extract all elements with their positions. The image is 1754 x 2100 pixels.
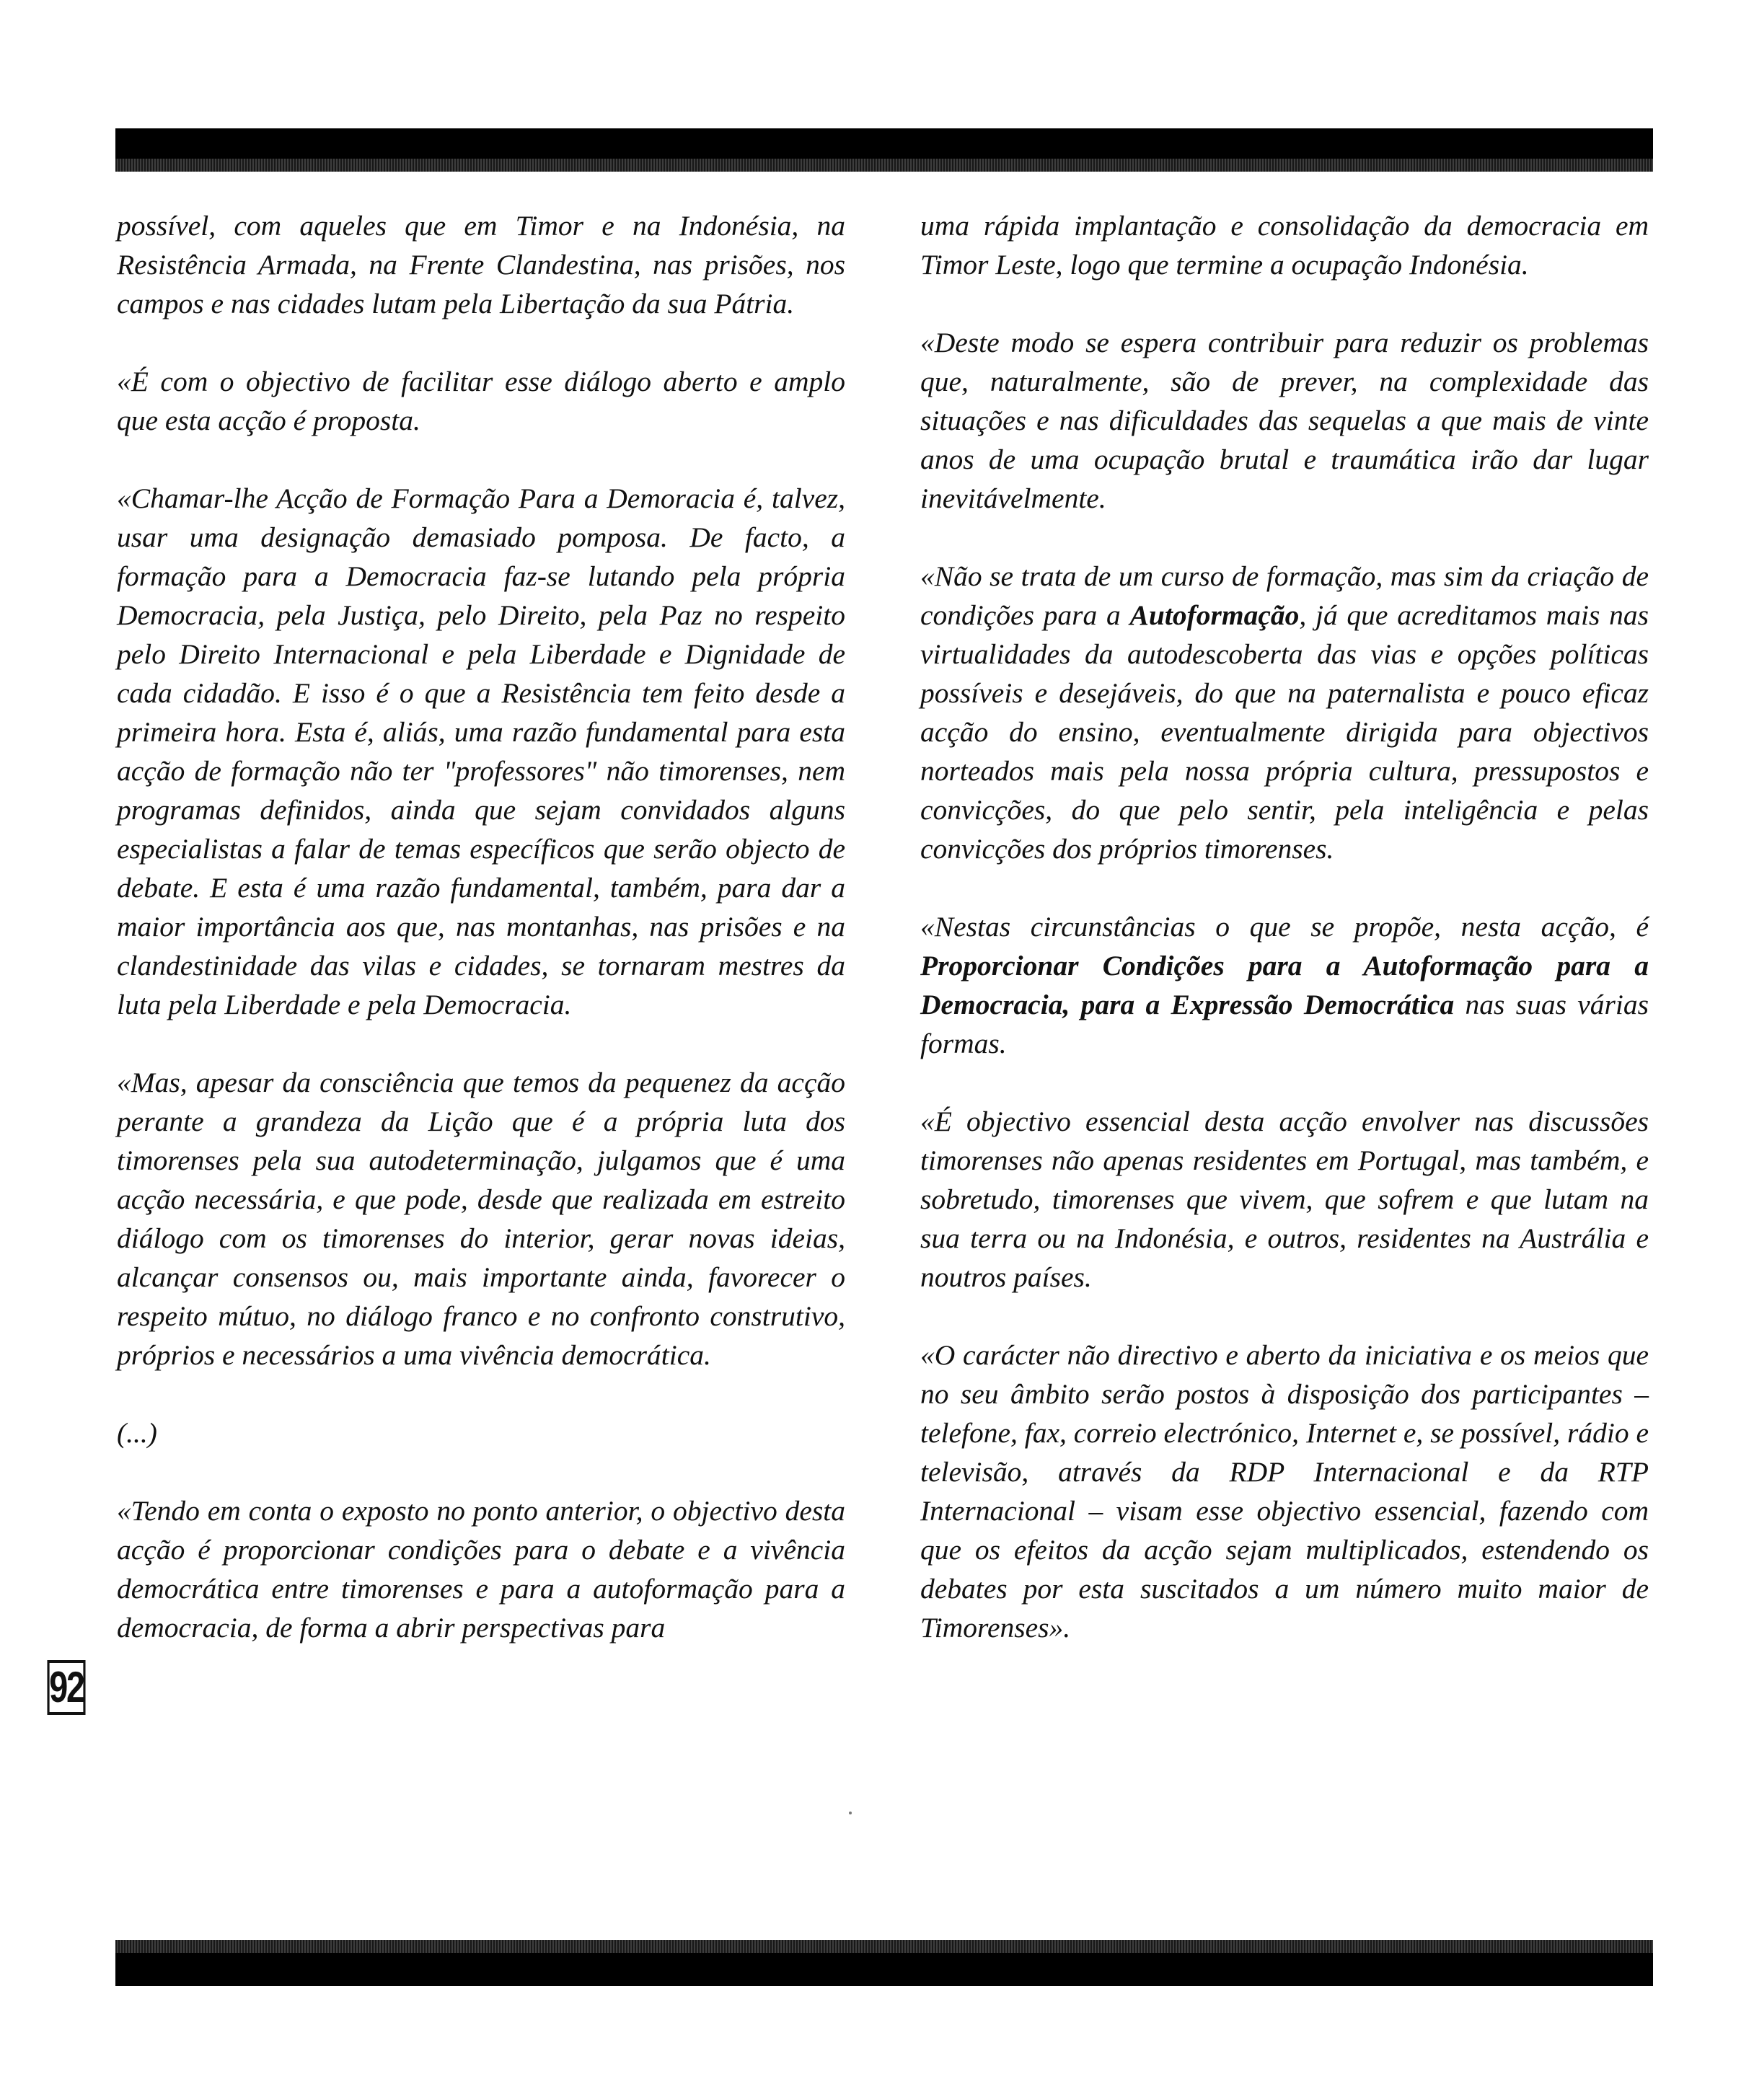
right-paragraph-2: «Deste modo se espera contribuir para reduzir os problemas que, naturalmente, são de prever, na complexidade das situações e nas dificuldades das sequelas a que mais de vinte anos de uma ocupação brutal e traumática irão dar lugar inevitávelmente. [920, 327, 1649, 514]
page-number-box [47, 1660, 85, 1715]
right-paragraph-3 [920, 557, 1649, 868]
right-paragraph-5: «É objectivo essencial desta acção envolver nas discussões timorenses não apenas residentes em Portugal, mas também, e sobretudo, timorenses que vivem, que sofrem e que lutam na sua terra ou na Indonésia, e outros, residentes na Austrália e noutros países. [920, 1106, 1649, 1293]
right-paragraph-4-start: «Nestas circunstâncias o que se propõe, nesta acção, é [920, 911, 1649, 943]
right-paragraph-3-end: , já que acreditamos mais nas virtualidades da autodescoberta das vias e opções políticas possíveis e desejáveis, do que na paternalista e pouco eficaz acção do ensino, eventualmente dirigida para objectivos norteados mais pela nossa própria cultura, pressupostos e convicções, do que pelo sentir, pela inteligência e pelas convicções dos próprios timorenses. [920, 599, 1649, 865]
bottom-decorative-bar [115, 1940, 1653, 1986]
left-text-column [117, 206, 845, 1686]
proposal-emphasis: Proporcionar Condições para a Autoformação para a Democracia, para a Expressão Democrática [920, 950, 1649, 1020]
autoformacao-emphasis: Autoformação [1129, 599, 1300, 631]
left-paragraph-4: «Mas, apesar da consciência que temos da pequenez da acção perante a grandeza da Lição que é a própria luta dos timorenses pela sua autodeterminação, julgamos que é uma acção necessária, e que pode, desde que realizada em estreito diálogo com os timorenses do interior, gerar novas ideias, alcançar consensos ou, mais importante ainda, favorecer o respeito mútuo, no diálogo franco e no confronto construtivo, próprios e necessários a uma vivência democrática. [117, 1067, 845, 1371]
right-paragraph-4-end: nas suas várias formas. [920, 989, 1649, 1059]
left-paragraph-6: «Tendo em conta o exposto no ponto anterior, o objectivo desta acção é proporcionar condições para o debate e a vivência democrática entre timorenses e para a autoformação para a democracia, de forma a abrir perspectivas para [117, 1495, 845, 1644]
right-paragraph-6: «O carácter não directivo e aberto da iniciativa e os meios que no seu âmbito serão postos à disposição dos participantes – telefone, fax, correio electrónico, Internet e, se possível, rádio e televisão, através da RDP Internacional e da RTP Internacional – visam esse objectivo essencial, fazendo com que os efeitos da acção sejam multiplicados, estendendo os debates por esta suscitados a um número muito maior de Timorenses». [920, 1339, 1649, 1644]
right-paragraph-3-start: «Não se trata de um curso de formação, mas sim da criação de condições para a [920, 560, 1649, 631]
left-paragraph-1: possível, com aqueles que em Timor e na Indonésia, na Resistência Armada, na Frente Clandestina, nas prisões, nos campos e nas cidades lutam pela Libertação da sua Pátria. [117, 210, 845, 319]
left-paragraph-3: «Chamar-lhe Acção de Formação Para a Demoracia é, talvez, usar uma designação demasiado pomposa. De facto, a formação para a Democracia faz-se lutando pela própria Democracia, pela Justiça, pelo Direito, pela Paz no respeito pelo Direito Internacional e pela Liberdade e Dignidade de cada cidadão. E isso é o que a Resistência tem feito desde a primeira hora. Esta é, aliás, uma razão fundamental para esta acção de formação não ter "professores" não timorenses, nem programas definidos, ainda que sejam convidados alguns especialistas a falar de temas específicos que serão objecto de debate. E esta é uma razão fundamental, também, para dar a maior importância aos que, nas montanhas, nas prisões e na clandestinidade das vilas e cidades, se tornaram mestres da luta pela Liberdade e pela Democracia. [117, 482, 845, 1020]
scan-speck [849, 1812, 852, 1814]
right-paragraph-4 [920, 907, 1649, 1063]
top-decorative-bar [115, 128, 1653, 172]
left-paragraph-2: «É com o objectivo de facilitar esse diálogo aberto e amplo que esta acção é proposta. [117, 366, 845, 436]
right-paragraph-1: uma rápida implantação e consolidação da democracia em Timor Leste, logo que termine a ocupação Indonésia. [920, 210, 1649, 281]
left-ellipsis: (...) [117, 1417, 157, 1449]
right-text-column [920, 206, 1649, 1686]
page-number: 92 [49, 1663, 84, 1711]
